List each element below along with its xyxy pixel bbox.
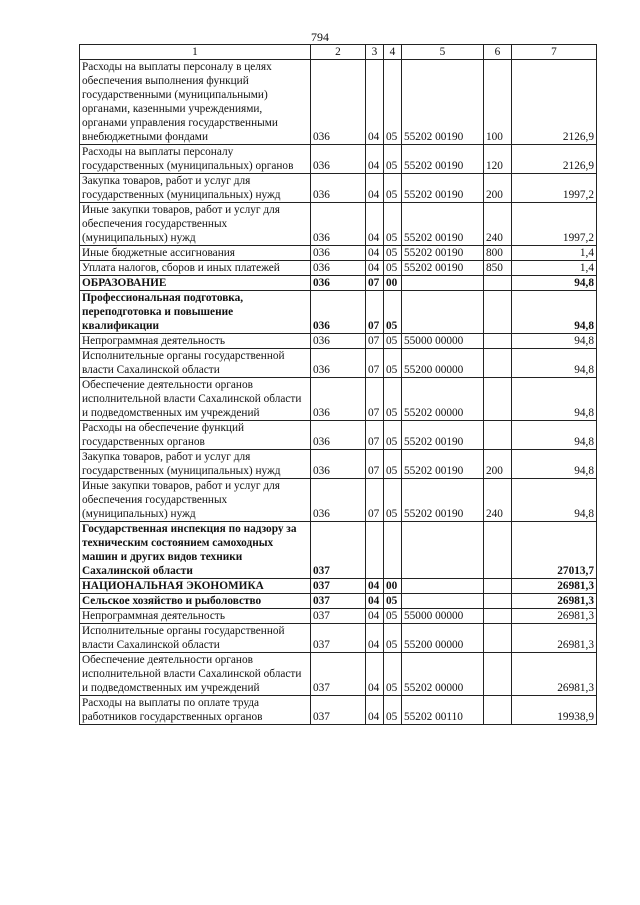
row-target-article: 55200 00000 <box>402 349 484 378</box>
row-grbs-code: 037 <box>311 594 366 609</box>
row-expense-type: 200 <box>484 450 512 479</box>
row-subsection-code: 05 <box>384 174 402 203</box>
row-amount: 19938,9 <box>512 696 597 725</box>
col-header-7: 7 <box>512 45 597 60</box>
row-subsection-code: 05 <box>384 378 402 421</box>
row-expense-type <box>484 378 512 421</box>
row-amount: 94,8 <box>512 334 597 349</box>
row-amount: 1997,2 <box>512 174 597 203</box>
row-name: Непрограммная деятельность <box>80 334 311 349</box>
row-expense-type <box>484 594 512 609</box>
row-target-article: 55202 00190 <box>402 145 484 174</box>
row-grbs-code: 036 <box>311 261 366 276</box>
row-amount: 94,8 <box>512 349 597 378</box>
row-target-article: 55000 00000 <box>402 334 484 349</box>
row-expense-type <box>484 579 512 594</box>
row-section-code: 07 <box>366 479 384 522</box>
row-name: Расходы на обеспечение функций государственных органов <box>80 421 311 450</box>
row-subsection-code: 05 <box>384 696 402 725</box>
table-row <box>80 276 597 291</box>
row-amount: 26981,3 <box>512 624 597 653</box>
row-name: Уплата налогов, сборов и иных платежей <box>80 261 311 276</box>
table-row <box>80 479 597 522</box>
header-row <box>80 45 597 60</box>
row-name: Иные закупки товаров, работ и услуг для обеспечения государственных (муниципальных) нужд <box>80 203 311 246</box>
row-name: Государственная инспекция по надзору за техническим состоянием самоходных машин и других видов техники Сахалинской области <box>80 522 311 579</box>
col-header-5: 5 <box>402 45 484 60</box>
row-subsection-code: 05 <box>384 261 402 276</box>
table-row <box>80 653 597 696</box>
row-section-code: 04 <box>366 174 384 203</box>
row-name: Иные бюджетные ассигнования <box>80 246 311 261</box>
row-section-code: 07 <box>366 421 384 450</box>
row-section-code: 04 <box>366 579 384 594</box>
row-target-article: 55202 00110 <box>402 696 484 725</box>
row-amount: 94,8 <box>512 378 597 421</box>
row-expense-type: 100 <box>484 60 512 145</box>
row-section-code: 04 <box>366 203 384 246</box>
row-subsection-code: 05 <box>384 624 402 653</box>
row-section-code: 04 <box>366 145 384 174</box>
table-row <box>80 522 597 579</box>
row-name: Профессиональная подготовка, переподготовка и повышение квалификации <box>80 291 311 334</box>
row-subsection-code: 05 <box>384 203 402 246</box>
row-amount: 26981,3 <box>512 579 597 594</box>
row-subsection-code: 05 <box>384 246 402 261</box>
table-row <box>80 378 597 421</box>
table-row <box>80 261 597 276</box>
row-target-article: 55202 00000 <box>402 653 484 696</box>
row-subsection-code: 05 <box>384 349 402 378</box>
row-subsection-code: 00 <box>384 579 402 594</box>
row-section-code: 04 <box>366 246 384 261</box>
row-name: НАЦИОНАЛЬНАЯ ЭКОНОМИКА <box>80 579 311 594</box>
row-target-article: 55202 00190 <box>402 261 484 276</box>
row-name: Непрограммная деятельность <box>80 609 311 624</box>
row-expense-type: 240 <box>484 479 512 522</box>
row-subsection-code: 05 <box>384 609 402 624</box>
row-subsection-code: 05 <box>384 60 402 145</box>
row-section-code: 07 <box>366 291 384 334</box>
row-name: Исполнительные органы государственной власти Сахалинской области <box>80 624 311 653</box>
table-row <box>80 334 597 349</box>
table-row <box>80 349 597 378</box>
row-name: Обеспечение деятельности органов исполнительной власти Сахалинской области и подведомственных им учреждений <box>80 653 311 696</box>
table-row <box>80 145 597 174</box>
row-name: Закупка товаров, работ и услуг для государственных (муниципальных) нужд <box>80 450 311 479</box>
row-target-article: 55202 00190 <box>402 479 484 522</box>
col-header-3: 3 <box>366 45 384 60</box>
row-amount: 26981,3 <box>512 594 597 609</box>
row-section-code: 07 <box>366 349 384 378</box>
row-subsection-code: 05 <box>384 450 402 479</box>
row-subsection-code: 05 <box>384 594 402 609</box>
table-row <box>80 60 597 145</box>
row-section-code: 07 <box>366 276 384 291</box>
row-expense-type <box>484 334 512 349</box>
row-grbs-code: 037 <box>311 696 366 725</box>
row-section-code: 04 <box>366 261 384 276</box>
row-name: Закупка товаров, работ и услуг для государственных (муниципальных) нужд <box>80 174 311 203</box>
row-name: Иные закупки товаров, работ и услуг для обеспечения государственных (муниципальных) нужд <box>80 479 311 522</box>
row-subsection-code: 05 <box>384 653 402 696</box>
row-name: Расходы на выплаты персоналу государственных (муниципальных) органов <box>80 145 311 174</box>
row-subsection-code: 05 <box>384 145 402 174</box>
row-amount: 94,8 <box>512 479 597 522</box>
row-grbs-code: 036 <box>311 291 366 334</box>
row-grbs-code: 037 <box>311 609 366 624</box>
table-row <box>80 291 597 334</box>
row-name: Сельское хозяйство и рыболовство <box>80 594 311 609</box>
row-expense-type: 120 <box>484 145 512 174</box>
table-row <box>80 203 597 246</box>
row-target-article: 55202 00190 <box>402 203 484 246</box>
row-amount: 94,8 <box>512 450 597 479</box>
row-expense-type <box>484 522 512 579</box>
row-subsection-code <box>384 522 402 579</box>
row-expense-type: 850 <box>484 261 512 276</box>
row-expense-type: 200 <box>484 174 512 203</box>
row-grbs-code: 036 <box>311 246 366 261</box>
row-section-code: 07 <box>366 334 384 349</box>
row-target-article <box>402 579 484 594</box>
row-grbs-code: 037 <box>311 624 366 653</box>
row-subsection-code: 05 <box>384 334 402 349</box>
row-expense-type: 800 <box>484 246 512 261</box>
row-grbs-code: 036 <box>311 378 366 421</box>
row-subsection-code: 05 <box>384 421 402 450</box>
row-target-article: 55202 00190 <box>402 246 484 261</box>
row-name: Обеспечение деятельности органов исполнительной власти Сахалинской области и подведомственных им учреждений <box>80 378 311 421</box>
row-grbs-code: 036 <box>311 174 366 203</box>
row-subsection-code: 00 <box>384 276 402 291</box>
row-expense-type <box>484 349 512 378</box>
col-header-1: 1 <box>80 45 311 60</box>
row-expense-type <box>484 276 512 291</box>
table-row <box>80 696 597 725</box>
row-expense-type <box>484 653 512 696</box>
row-target-article <box>402 594 484 609</box>
row-section-code: 04 <box>366 594 384 609</box>
row-expense-type <box>484 291 512 334</box>
row-amount: 94,8 <box>512 421 597 450</box>
row-section-code: 04 <box>366 624 384 653</box>
row-grbs-code: 037 <box>311 653 366 696</box>
row-expense-type <box>484 624 512 653</box>
row-amount: 2126,9 <box>512 60 597 145</box>
row-section-code: 04 <box>366 696 384 725</box>
table-row <box>80 609 597 624</box>
row-name: Расходы на выплаты персоналу в целях обеспечения выполнения функций государственными (муниципальными) органами, казенными учреждениями, органами управления государственными внебюджетными фондами <box>80 60 311 145</box>
row-grbs-code: 036 <box>311 349 366 378</box>
row-expense-type: 240 <box>484 203 512 246</box>
table-row <box>80 174 597 203</box>
row-name: ОБРАЗОВАНИЕ <box>80 276 311 291</box>
row-target-article: 55000 00000 <box>402 609 484 624</box>
row-section-code: 04 <box>366 609 384 624</box>
table-row <box>80 594 597 609</box>
row-amount: 1,4 <box>512 261 597 276</box>
row-target-article <box>402 291 484 334</box>
table-row <box>80 421 597 450</box>
row-name: Исполнительные органы государственной власти Сахалинской области <box>80 349 311 378</box>
row-grbs-code: 036 <box>311 479 366 522</box>
row-target-article: 55202 00000 <box>402 378 484 421</box>
row-expense-type <box>484 609 512 624</box>
table-row <box>80 450 597 479</box>
row-target-article: 55202 00190 <box>402 174 484 203</box>
table-row <box>80 624 597 653</box>
table-row <box>80 246 597 261</box>
row-target-article <box>402 522 484 579</box>
row-grbs-code: 036 <box>311 203 366 246</box>
row-subsection-code: 05 <box>384 479 402 522</box>
row-amount: 27013,7 <box>512 522 597 579</box>
row-section-code: 07 <box>366 450 384 479</box>
row-expense-type <box>484 421 512 450</box>
row-section-code <box>366 522 384 579</box>
row-grbs-code: 036 <box>311 450 366 479</box>
row-amount: 1997,2 <box>512 203 597 246</box>
row-grbs-code: 037 <box>311 522 366 579</box>
row-section-code: 07 <box>366 378 384 421</box>
row-amount: 94,8 <box>512 276 597 291</box>
row-target-article: 55202 00190 <box>402 60 484 145</box>
col-header-2: 2 <box>311 45 366 60</box>
page-number: 794 <box>311 30 329 44</box>
row-grbs-code: 036 <box>311 276 366 291</box>
row-grbs-code: 037 <box>311 579 366 594</box>
row-expense-type <box>484 696 512 725</box>
row-grbs-code: 036 <box>311 145 366 174</box>
row-target-article: 55200 00000 <box>402 624 484 653</box>
row-grbs-code: 036 <box>311 421 366 450</box>
row-amount: 26981,3 <box>512 609 597 624</box>
row-amount: 26981,3 <box>512 653 597 696</box>
row-section-code: 04 <box>366 653 384 696</box>
row-subsection-code: 05 <box>384 291 402 334</box>
col-header-4: 4 <box>384 45 402 60</box>
table-row <box>80 579 597 594</box>
row-section-code: 04 <box>366 60 384 145</box>
col-header-6: 6 <box>484 45 512 60</box>
row-amount: 94,8 <box>512 291 597 334</box>
row-amount: 2126,9 <box>512 145 597 174</box>
row-target-article: 55202 00190 <box>402 450 484 479</box>
row-target-article <box>402 276 484 291</box>
row-grbs-code: 036 <box>311 334 366 349</box>
row-name: Расходы на выплаты по оплате труда работников государственных органов <box>80 696 311 725</box>
row-target-article: 55202 00190 <box>402 421 484 450</box>
row-grbs-code: 036 <box>311 60 366 145</box>
row-amount: 1,4 <box>512 246 597 261</box>
budget-table <box>79 44 597 725</box>
